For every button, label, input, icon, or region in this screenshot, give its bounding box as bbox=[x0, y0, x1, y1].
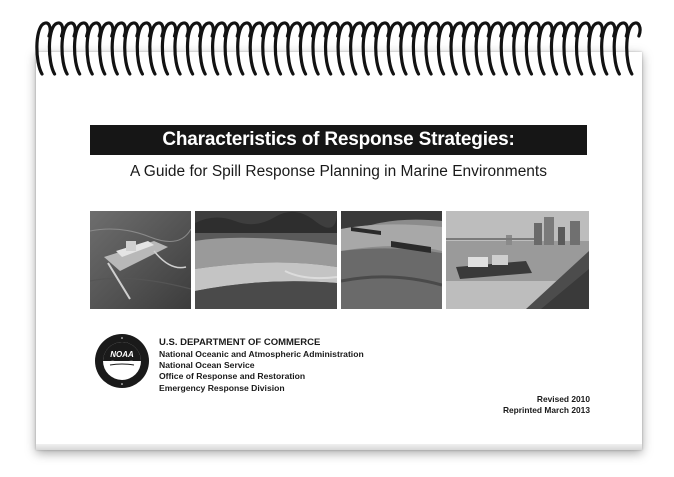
agency-line: National Ocean Service bbox=[159, 360, 255, 371]
noaa-seal-text: NOAA bbox=[110, 350, 134, 359]
marsh-shoreline-photo bbox=[195, 211, 337, 309]
city-waterfront-photo bbox=[446, 211, 589, 309]
agency-line: National Oceanic and Atmospheric Administration bbox=[159, 349, 364, 359]
department-name: U.S. DEPARTMENT OF COMMERCE bbox=[159, 337, 321, 348]
agency-block bbox=[159, 337, 364, 394]
boom-boat-photo bbox=[90, 211, 191, 309]
revised-date: Revised 2010 bbox=[536, 394, 590, 404]
noaa-seal bbox=[94, 333, 150, 389]
spiral-binding bbox=[34, 18, 644, 78]
revision-info bbox=[503, 394, 590, 416]
agency-line: Emergency Response Division bbox=[159, 382, 285, 393]
booklet-cover bbox=[36, 52, 642, 450]
agency-line: Office of Response and Restoration bbox=[159, 371, 306, 382]
river-bank-photo bbox=[341, 211, 442, 309]
cover-subtitle: A Guide for Spill Response Planning in Marine Environments bbox=[129, 163, 547, 180]
cover-title: Characteristics of Response Strategies: bbox=[90, 125, 587, 155]
spiral-coil bbox=[627, 23, 640, 74]
reprinted-date: Reprinted March 2013 bbox=[502, 405, 590, 415]
